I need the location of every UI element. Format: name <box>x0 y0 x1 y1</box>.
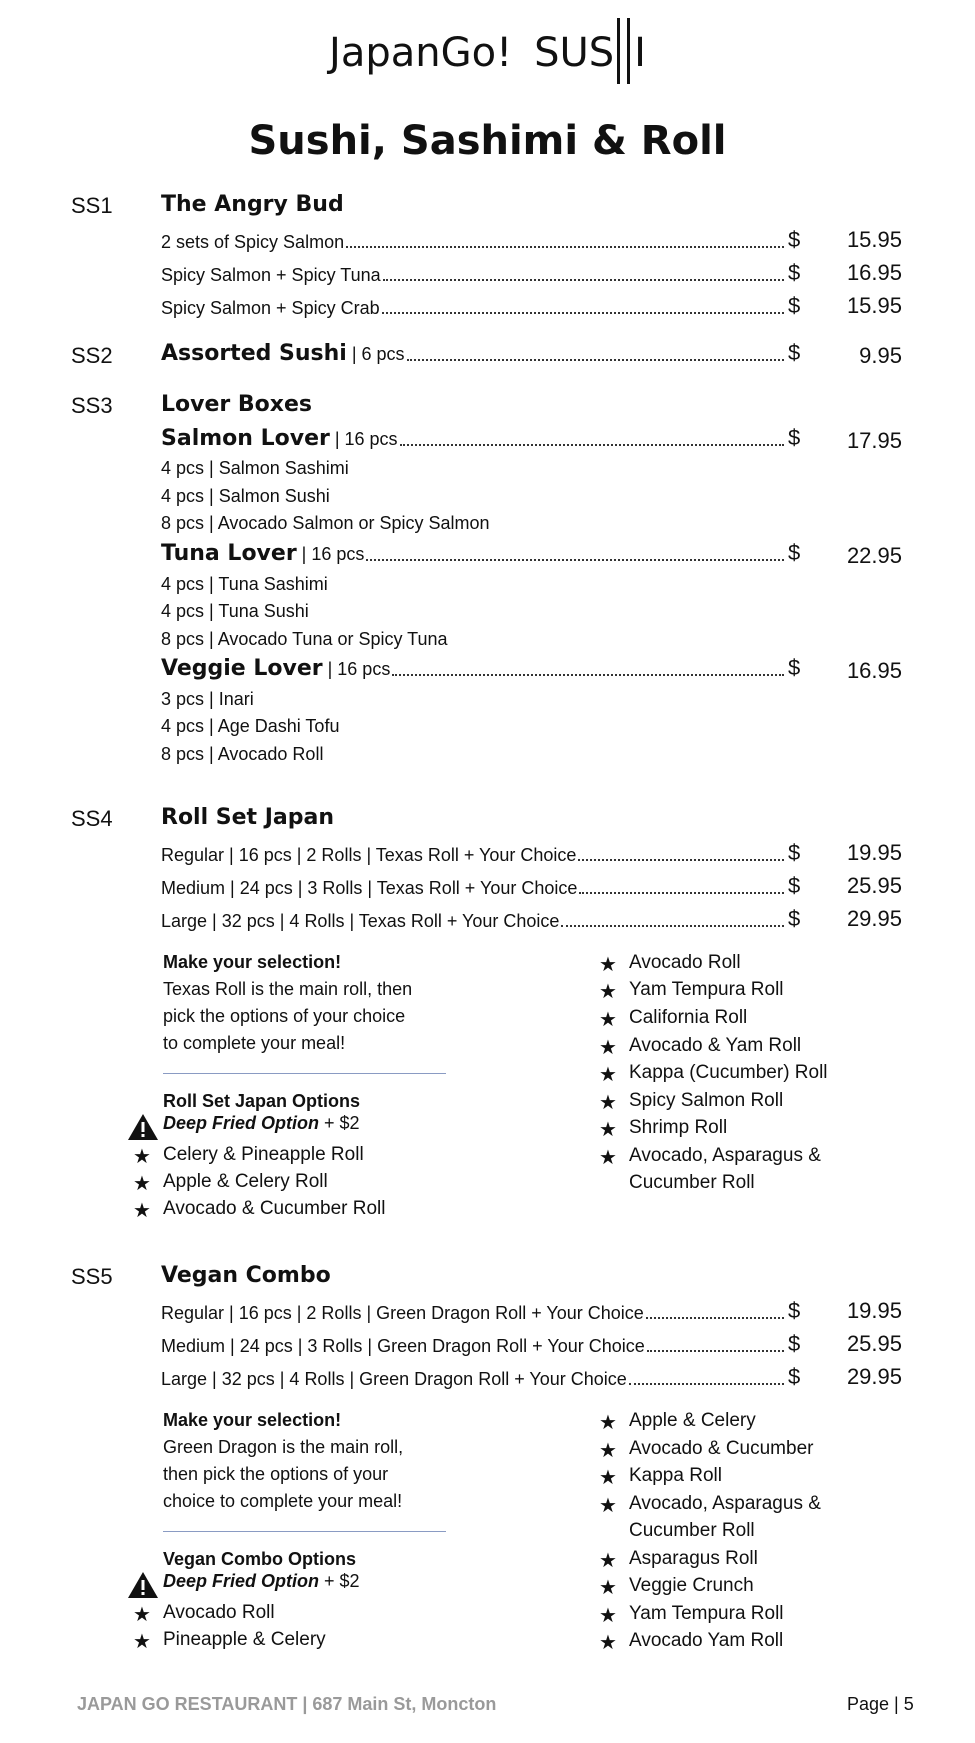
option-item: ★ Avocado, Asparagus & <box>629 1493 821 1515</box>
page-title: Sushi, Sashimi & Roll <box>248 118 727 164</box>
option-item: ★ Veggie Crunch <box>629 1575 754 1597</box>
menu-item: Regular | 16 pcs | 2 Rolls | Texas Roll + Your Choice $ <box>161 840 801 865</box>
option-item: ★ Avocado, Asparagus & <box>629 1145 821 1167</box>
option-item: ★ Yam Tempura Roll <box>629 979 784 1001</box>
divider <box>163 1531 446 1532</box>
section-code: SS4 <box>71 806 113 831</box>
section-heading: Vegan Combo <box>161 1263 331 1288</box>
section-code: SS3 <box>71 393 113 418</box>
option-item: ★ Avocado & Cucumber Roll <box>163 1198 385 1220</box>
box-content: 4 pcs | Age Dashi Tofu <box>161 716 340 736</box>
option-item: ★ Yam Tempura Roll <box>629 1603 784 1625</box>
menu-item: Spicy Salmon + Spicy Tuna $ <box>161 260 801 285</box>
option-item: ★ Spicy Salmon Roll <box>629 1090 783 1112</box>
menu-item: Salmon Lover | 16 pcs $ <box>161 425 801 451</box>
item-price: 19.95 <box>846 840 902 865</box>
item-price: 15.95 <box>846 227 902 252</box>
item-price: 17.95 <box>846 428 902 453</box>
selection-title: Make your selection! <box>163 1410 342 1430</box>
menu-item: Large | 32 pcs | 4 Rolls | Texas Roll + Your Choice $ <box>161 906 801 931</box>
selection-text: choice to complete your meal! <box>163 1491 403 1511</box>
item-price: 29.95 <box>846 906 902 931</box>
option-item: ★ Celery & Pineapple Roll <box>163 1144 364 1166</box>
box-content: 8 pcs | Avocado Tuna or Spicy Tuna <box>161 629 448 649</box>
option-item: ★ Avocado & Yam Roll <box>629 1035 801 1057</box>
selection-text: then pick the options of your <box>163 1464 389 1484</box>
option-item: ★ Kappa Roll <box>629 1465 722 1487</box>
chopsticks-icon <box>614 18 634 84</box>
option-item: ★ Avocado Roll <box>629 952 741 974</box>
item-price: 25.95 <box>846 873 902 898</box>
menu-item: Spicy Salmon + Spicy Crab $ <box>161 293 801 318</box>
item-price: 16.95 <box>846 658 902 683</box>
options-title: Vegan Combo Options <box>163 1549 357 1569</box>
restaurant-logo <box>0 18 975 88</box>
logo-sushi: SUS I <box>534 30 646 76</box>
section-code: SS1 <box>71 193 113 218</box>
item-price: 19.95 <box>846 1298 902 1323</box>
option-item: ★ Pineapple & Celery <box>163 1629 326 1651</box>
box-content: 4 pcs | Tuna Sashimi <box>161 574 328 594</box>
section-heading: The Angry Bud <box>161 192 344 217</box>
selection-text: Texas Roll is the main roll, then <box>163 979 413 999</box>
item-price: 22.95 <box>846 543 902 568</box>
box-content: 3 pcs | Inari <box>161 689 254 709</box>
option-item: ★ California Roll <box>629 1007 747 1029</box>
menu-item: Large | 32 pcs | 4 Rolls | Green Dragon Roll + Your Choice $ <box>161 1364 801 1389</box>
warning-icon <box>127 1113 159 1141</box>
section-code: SS2 <box>71 343 113 368</box>
box-content: 8 pcs | Avocado Salmon or Spicy Salmon <box>161 513 490 533</box>
section-heading: Lover Boxes <box>161 392 312 417</box>
item-price: 25.95 <box>846 1331 902 1356</box>
option-item: ★ Avocado Roll <box>163 1602 275 1624</box>
box-content: 4 pcs | Tuna Sushi <box>161 601 309 621</box>
menu-item: Tuna Lover | 16 pcs $ <box>161 540 801 566</box>
option-item-continued: Cucumber Roll <box>629 1520 755 1541</box>
selection-text: to complete your meal! <box>163 1033 346 1053</box>
option-item: ★ Apple & Celery <box>629 1410 756 1432</box>
selection-text: Green Dragon is the main roll, <box>163 1437 404 1457</box>
menu-item: Medium | 24 pcs | 3 Rolls | Texas Roll + Your Choice $ <box>161 873 801 898</box>
menu-item: Veggie Lover | 16 pcs $ <box>161 655 801 681</box>
option-item: ★ Asparagus Roll <box>629 1548 758 1570</box>
menu-item: Medium | 24 pcs | 3 Rolls | Green Dragon Roll + Your Choice $ <box>161 1331 801 1356</box>
options-title: Roll Set Japan Options <box>163 1091 361 1111</box>
warning-icon <box>127 1571 159 1599</box>
menu-item: Regular | 16 pcs | 2 Rolls | Green Dragon Roll + Your Choice $ <box>161 1298 801 1323</box>
section-code: SS5 <box>71 1264 113 1289</box>
item-price: 15.95 <box>846 293 902 318</box>
item-price: 9.95 <box>859 343 902 368</box>
box-content: 4 pcs | Salmon Sashimi <box>161 458 349 478</box>
option-item-continued: Cucumber Roll <box>629 1172 755 1193</box>
page-number: Page | 5 <box>847 1694 914 1714</box>
section-heading: Roll Set Japan <box>161 805 335 830</box>
box-content: 8 pcs | Avocado Roll <box>161 744 324 764</box>
item-price: 16.95 <box>846 260 902 285</box>
option-item: ★ Avocado Yam Roll <box>629 1630 783 1652</box>
option-item: ★ Apple & Celery Roll <box>163 1171 328 1193</box>
item-price: 29.95 <box>846 1364 902 1389</box>
menu-item: Assorted Sushi | 6 pcs $ <box>161 340 801 366</box>
option-item: ★ Avocado & Cucumber <box>629 1438 813 1460</box>
footer-address: JAPAN GO RESTAURANT | 687 Main St, Moncton <box>77 1694 497 1714</box>
menu-item: 2 sets of Spicy Salmon $ <box>161 227 801 252</box>
divider <box>163 1073 446 1074</box>
selection-text: pick the options of your choice <box>163 1006 406 1026</box>
selection-title: Make your selection! <box>163 952 342 972</box>
option-item: ★ Shrimp Roll <box>629 1117 727 1139</box>
option-item: ★ Kappa (Cucumber) Roll <box>629 1062 828 1084</box>
box-content: 4 pcs | Salmon Sushi <box>161 486 330 506</box>
logo-brand: JapanGo! <box>329 30 513 76</box>
